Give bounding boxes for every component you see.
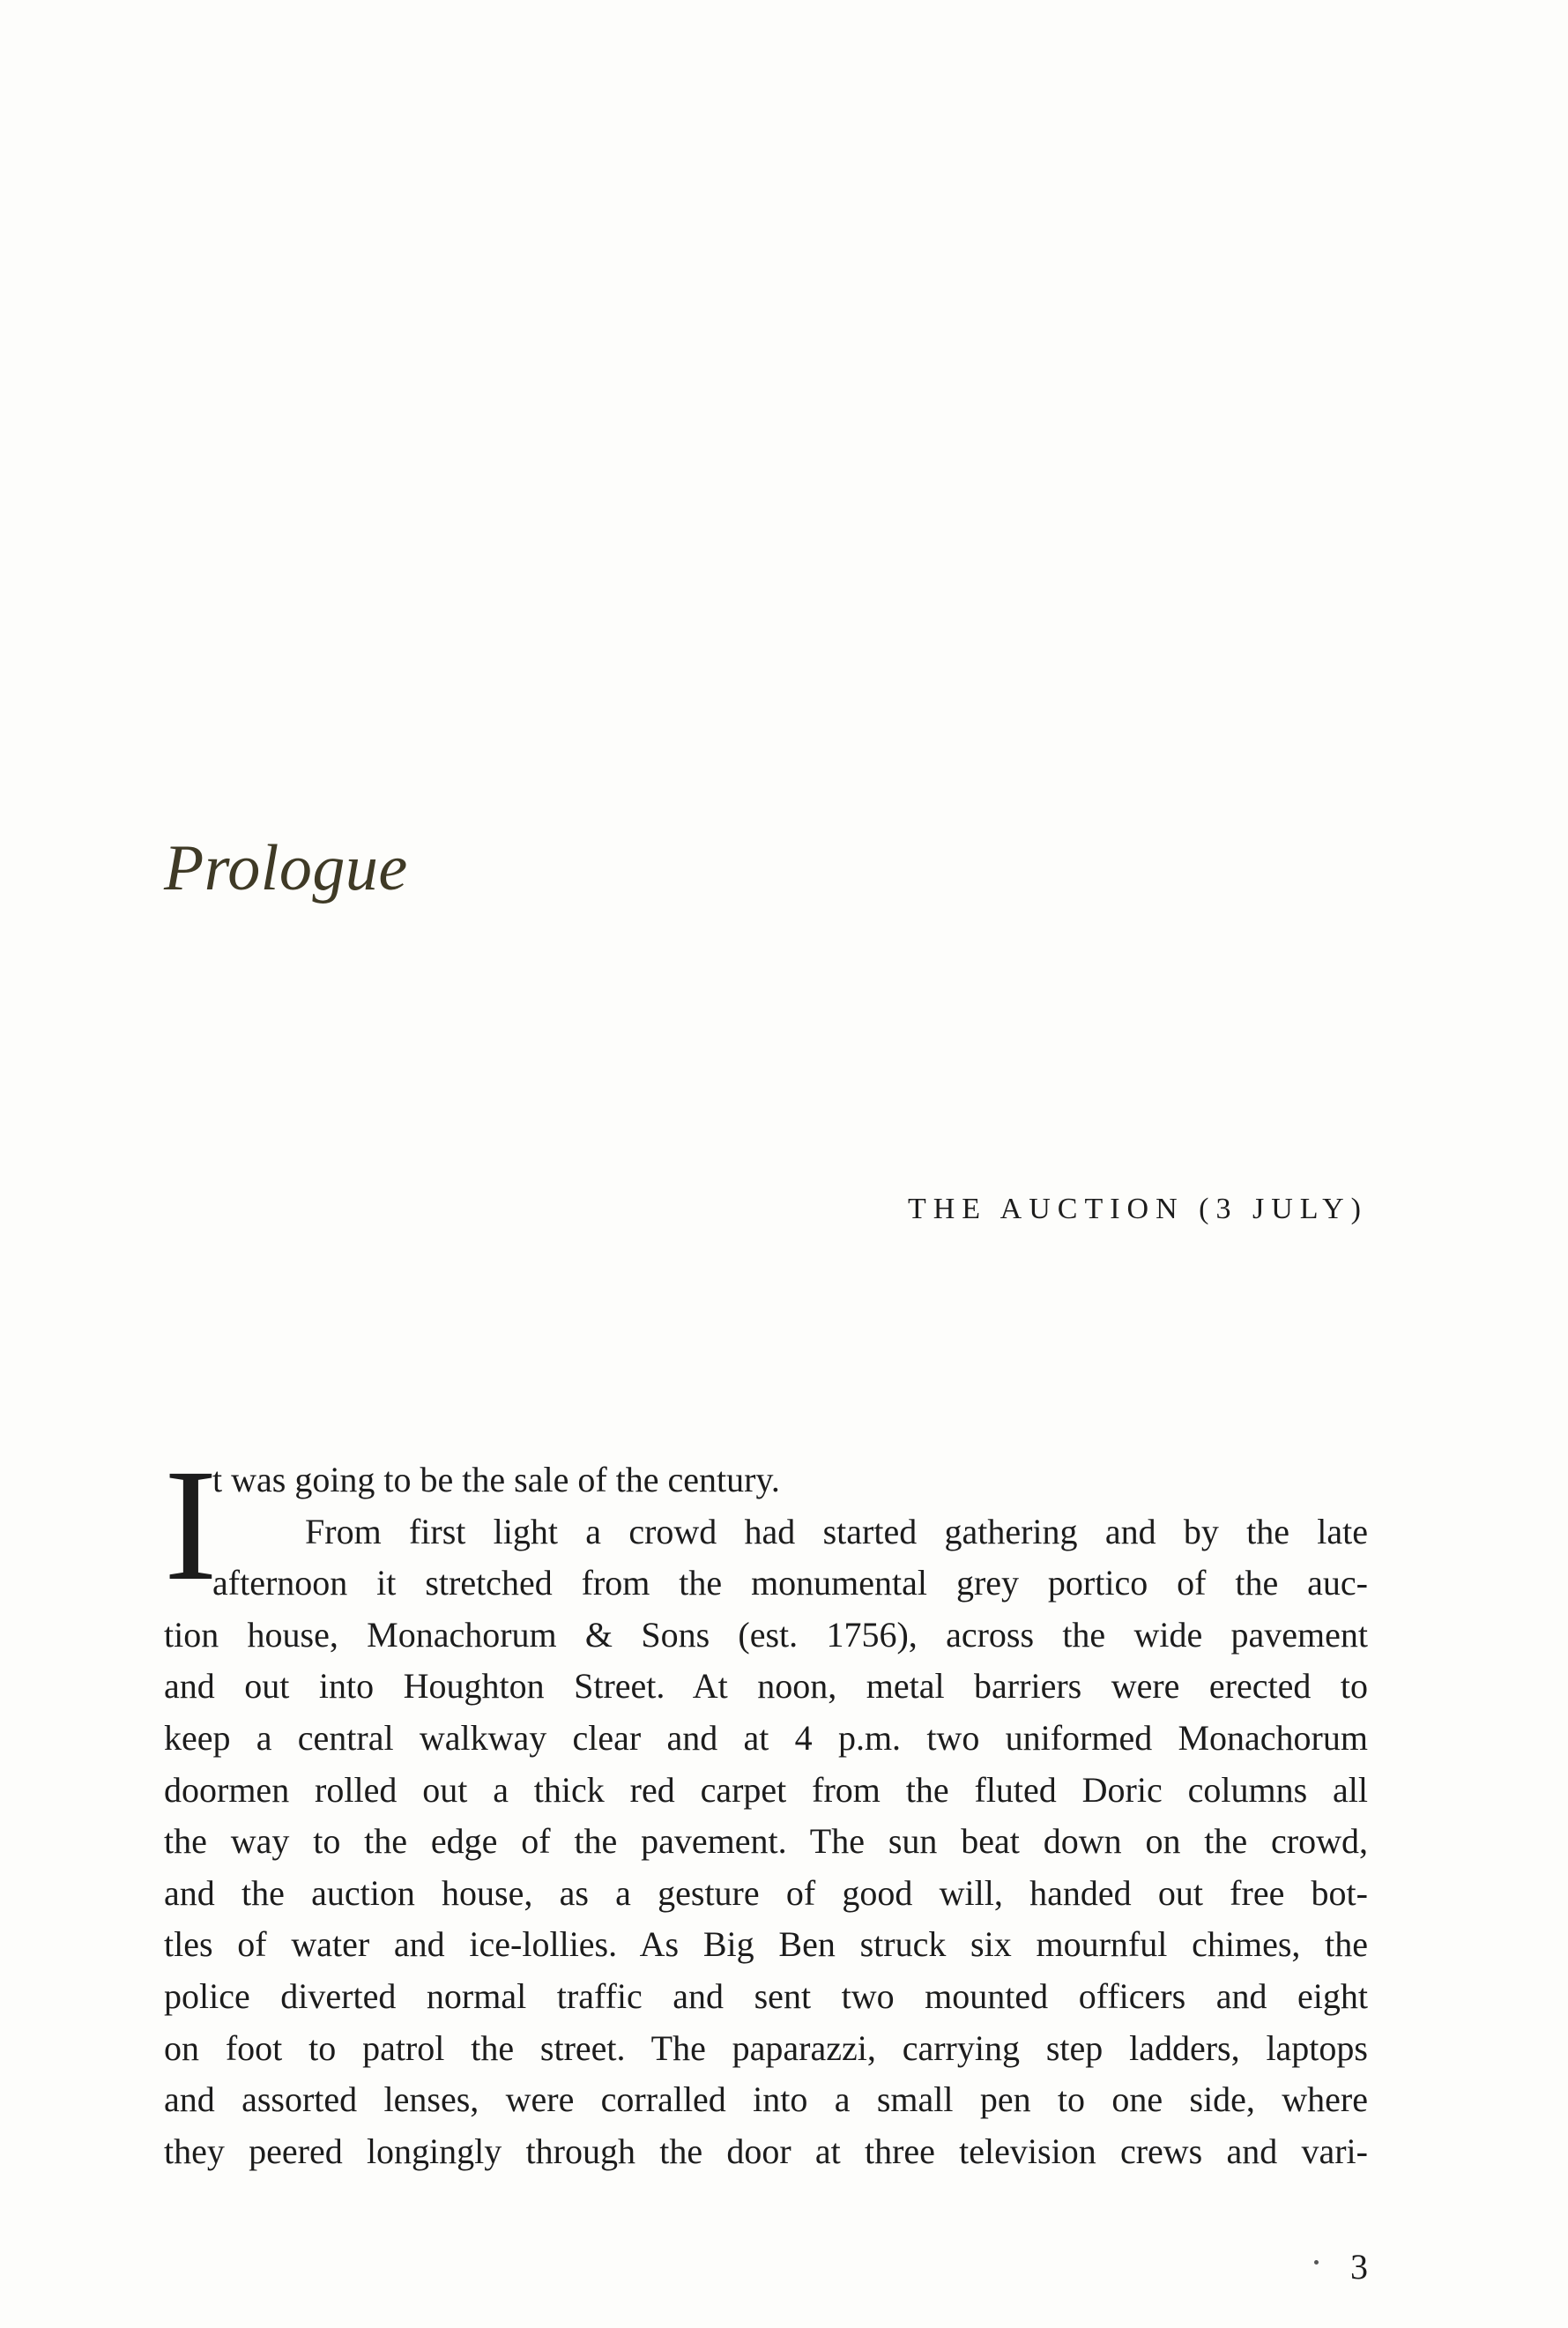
body-text [164,1437,1368,2177]
text-line: doormen rolled out a thick red carpet from the fluted Doric columns all [164,1769,1368,1810]
text-line: the way to the edge of the pavement. The sun beat down on the crowd, [164,1821,1368,1862]
text-line: they peered longingly through the door at three television crews and vari- [164,2131,1368,2171]
text-line: t was going to be the sale of the century. [212,1460,780,1499]
chapter-title: Prologue [164,832,408,904]
text-line: and assorted lenses, were corralled into a small pen to one side, where [164,2079,1368,2120]
text-line: and out into Houghton Street. At noon, metal barriers were erected to [164,1666,1368,1707]
page-number: 3 [1350,2247,1368,2287]
text-line: police diverted normal traffic and sent two mounted officers and eight [164,1975,1368,2016]
drop-cap: I [164,1437,218,1614]
text-line: tion house, Monachorum & Sons (est. 1756), across the wide pavement [164,1614,1368,1655]
text-line: and the auction house, as a gesture of good will, handed out free bot- [164,1872,1368,1913]
text-line: on foot to patrol the street. The paparazzi, carrying step ladders, laptops [164,2027,1368,2068]
text-line: tles of water and ice-lollies. As Big Ben struck six mournful chimes, the [164,1924,1368,1965]
page-number-ornament [1314,2260,1319,2265]
text-line: afternoon it stretched from the monumental grey portico of the auc- [212,1563,1368,1603]
section-heading: THE AUCTION (3 JULY) [907,1193,1368,1225]
text-line: keep a central walkway clear and at 4 p.m. two uniformed Monachorum [164,1717,1368,1758]
text-line: From first light a crowd had started gathering and by the late [305,1511,1368,1551]
